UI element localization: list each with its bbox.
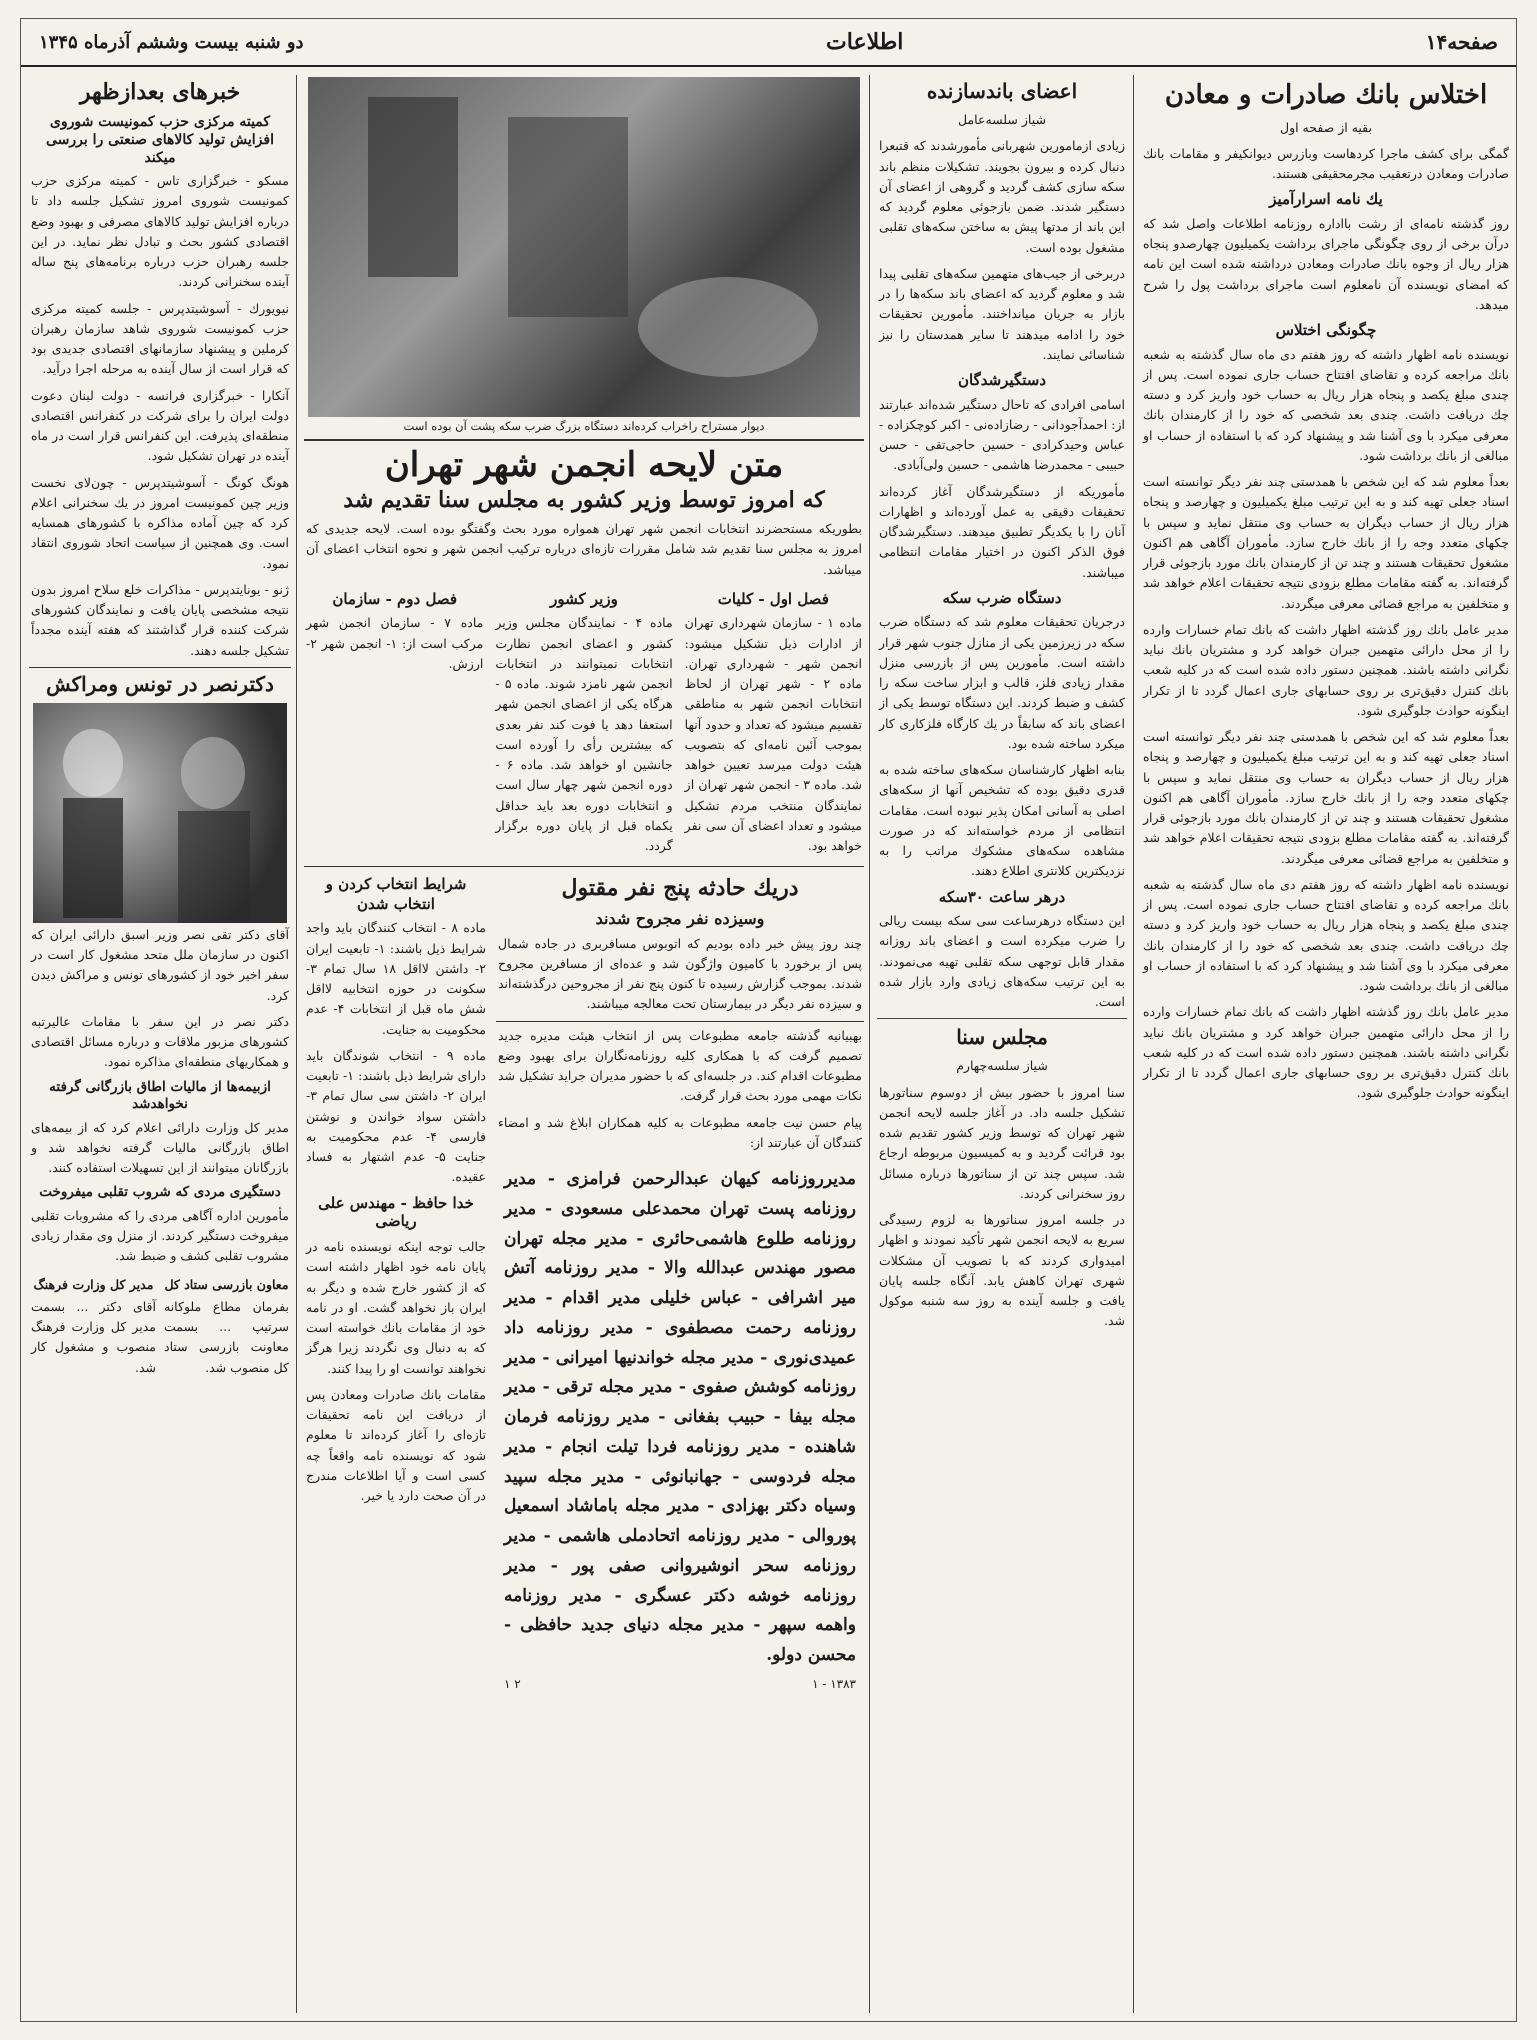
council-bill-col-b <box>493 586 674 863</box>
article-paragraph: در جلسه امروز سناتورها به لزوم رسیدگی سریع به لایحه انجمن شهر تأکید نمودند و اظهار امیدواری کردند که با تصویب آن مشکلات شهری تهران کاهش یابد. آنگاه جلسه پایان یافت و جلسه آینده به روز سه شنبه موکول شد. <box>879 1212 1125 1329</box>
photo-placeholder-icon <box>308 77 860 417</box>
article-paragraph: این دستگاه درهرساعت سی سکه بیست ریالی را ضرب میکرده است و اعضای باند روزانه مقدار قابل توجهی سکه تقلبی تهیه می‌نمودند. به این ترتیب سکه‌های زیادی وارد بازار شده است. <box>879 913 1125 1009</box>
article-paragraph: ماده ۸ - انتخاب کنندگان باید واجد شرایط ذیل باشند: ۱- تابعیت ایران ۲- داشتن لااقل ۱۸ سال تمام ۳- سکونت در حوزه انتخابیه لااقل شش ماه قبل از انتخابات ۴- عدم محکومیت به جنایت. <box>306 920 486 1037</box>
photo-caption: آقای دکتر تقی نصر وزیر اسبق دارائی ایران که اکنون در سازمان ملل متحد مشغول کار است در سفر اخیر خود از کشورهای تونس و مراکش دیدن کرد. <box>31 926 289 1003</box>
byline: شیاز سلسه‌عامل <box>958 112 1046 127</box>
section-heading: درهر ساعت ۳۰سکه <box>938 887 1066 906</box>
article-paragraph: مأموریکه از دستگیرشدگان آغاز کرده‌اند تحقیقات دقیقی به عمل آورده‌اند و اظهارات آنان را با یکدیگر تطبیق میدهند. دستگیرشدگان فوق الذکر اکنون در اختیار مقامات انتظامی میباشند. <box>879 483 1125 580</box>
subheadline: که امروز توسط وزیر کشور به مجلس سنا تقدیم شد <box>343 487 825 513</box>
article-paragraph: بطوریکه مستحضرند انتخابات انجمن شهر تهران همواره مورد بحث وگفتگو بوده است. لایحه جدیدی که امروز به مجلس سنا تقدیم شد شامل مقررات تازه‌ای درباره ترکیب انجمن شهر و نحوه انتخاب اعضای آن میباشد. <box>306 521 862 577</box>
article-paragraph: ژنو - یونایتدپرس - مذاکرات خلع سلاح امروز بدون نتیجه مشخصی پایان یافت و نمایندگان کشورهای شرکت کننده قرار گذاشتند که هفته آینده مجدداً تشکیل جلسه دهند. <box>31 581 289 658</box>
photo-counterfeit-site <box>308 77 860 417</box>
article-paragraph: ماده ۷ - سازمان انجمن شهر مرکب است از: ۱- انجمن شهر ۲- ارزش. <box>306 615 484 671</box>
section-heading: ازبیمه‌ها از مالیات اطاق بازرگانی گرفته نخواهدشد <box>49 1078 271 1113</box>
article-paragraph: پیام حسن نیت جامعه مطبوعات به کلیه همکاران ابلاغ شد و امضاء کنندگان آن عبارتند از: <box>498 1114 862 1150</box>
newspaper-page <box>20 18 1517 2022</box>
article-title: دریك حادثه پنج نفر مقتول <box>561 875 799 902</box>
article-paragraph: بعداً معلوم شد که این شخص با همدستی چند نفر دیگر توانسته است اسناد جعلی تهیه کند و به این ترتیب مبلغ یکمیلیون و چهارصد و پنجاه هزار ریال از حساب دیگران به حساب وی منتقل نماید و سپس با چکهای متعدد وجه را از بانك خارج سازد. مأموران آگاهی هم اکنون مشغول تحقیقات هستند و چند تن از کارمندان بانك مورد بازجوئی قرار گرفته‌اند. به گفته مقامات مطلع بزودی نتیجه تحقیقات اعلام خواهد شد و متخلفین به مراجع قضائی معرفی میگردند. <box>1143 729 1509 866</box>
section-heading: دستگیری مردی که شروب تقلبی میفروخت <box>39 1184 281 1201</box>
photo-placeholder-icon <box>33 703 287 923</box>
article-title: خدا حافظ - مهندس علی ریاضی <box>318 1193 474 1231</box>
headline-tehran-council: متن لایحه انجمن شهر تهران <box>384 445 784 485</box>
byline: شیاز سلسه‌چهارم <box>956 1058 1048 1074</box>
page-number: صفحه۱۴ <box>1425 30 1498 54</box>
article-paragraph: نویسنده نامه اظهار داشته که روز هفتم دی ماه سال گذشته به شعبه بانك مراجعه کرده و تقاضای افتتاح حساب جاری نموده است. پس از چندی مبلغ یکصد و پنجاه هزار ریال به حساب خود واریز کرد و دسته چك دریافت داشت. چندی بعد شخصی که خود را از کارمندان بانك معرفی میکرد با وی آشنا شد و پیشنهاد کرد که با استفاده از حساب او مبالغی از بانك برداشت شود. <box>1143 346 1509 463</box>
article-paragraph: مدیر عامل بانك روز گذشته اظهار داشت که بانك تمام خسارات وارده را از محل دارائی متهمین جبران خواهد کرد و مشتریان بانك نباید نگرانی داشته باشند. همچنین دستور داده شده است که در کلیه شعب بانك کنترل دقیق‌تری بر روی حسابهای جاری اعمال گردد تا از تکرار اینگونه حوادث جلوگیری شود. <box>1143 1004 1509 1101</box>
article-paragraph: مأمورین اداره آگاهی مردی را که مشروبات تقلبی میفروخت دستگیر کردند. از منزل وی مقدار زیادی مشروب تقلبی کشف و ضبط شد. <box>31 1207 289 1264</box>
article-paragraph: جالب توجه اینکه نویسنده نامه در پایان نامه خود اظهار داشته است که از کشور خارج شده و دیگر به ایران باز نخواهد گشت. او در نامه خود از مقامات بانك خواسته است که به دنبال وی نگردند زیرا هرگز نخواهند توانست او را پیدا کنند. <box>306 1239 486 1376</box>
article-paragraph: روز گذشته نامه‌ای از رشت بااداره روزنامه اطلاعات واصل شد که درآن برخی از روی چگونگی ماجرای برداشت یکمیلیون چهارصدو پنجاه هزار ریال از وجوه بانك صادرات ومعادن درداشته شده است این نامه که امضای نویسنده آن نامعلوم است ماجرای برداشت پول را شرح میدهد. <box>1143 215 1509 312</box>
article-paragraph: گمگی برای کشف ماجرا کردهاست وبازرس دیوانکیفر و مقامات بانك صادرات ومعادن درتعقیب مجرمحقیقی هستند. <box>1143 145 1509 181</box>
footer-code-right: ۱۳۸۳ - ۱ <box>812 1676 856 1691</box>
council-bill-conditions <box>304 871 488 1691</box>
article-paragraph: ماده ۱ - سازمان شهرداری تهران از ادارات ذیل تشکیل میشود: انجمن شهر - شهرداری تهران. ماده ۲ - شهر تهران از لحاظ انتخابات انجمن شهر به مناطقی تقسیم میشود که تعداد و حدود آنها بموجب آئین نامه‌ای که بتصویب هیئت دولت میرسد تعیین خواهد شد. ماده ۳ - انجمن شهر تهران از نمایندگان منتخب مردم تشکیل میشود و تعداد اعضای آن سی نفر خواهد بود. <box>684 615 863 853</box>
column-afternoon-news <box>29 75 291 2013</box>
article-paragraph: سنا امروز با حضور بیش از دوسوم سناتورها تشکیل جلسه داد. در آغاز جلسه لایحه انجمن شهر تهران که توسط وزیر کشور تقدیم شده بود قرائت گردید و به کمیسیون مربوطه ارجاع شد. سپس چند تن از سناتورها درباره مسائل روز سخنرانی کردند. <box>879 1084 1125 1201</box>
column-center <box>304 75 864 2013</box>
appointment-box <box>29 1273 158 1384</box>
section-heading: فصل دوم - سازمان <box>332 589 457 608</box>
subheadline: وسیزده نفر مجروح شدند <box>595 908 765 928</box>
section-heading: وزیر کشور <box>550 589 618 608</box>
article-title: خبرهای بعدازظهر <box>79 79 241 105</box>
section-heading: یك نامه اسرارآمیز <box>1269 190 1383 209</box>
accident-article <box>496 871 864 1691</box>
article-paragraph: مقامات بانك صادرات ومعادن پس از دریافت این نامه تحقیقات تازه‌ای را آغاز کرده‌اند تا معلوم شود که نویسنده نامه واقعاً چه کسی است و آیا اطلاعات مندرج در آن صحت دارد یا خیر. <box>306 1386 486 1503</box>
section-heading: معاون بازرسی ستاد کل <box>164 1276 289 1292</box>
paper-name: اطلاعات <box>826 29 904 55</box>
article-title: اختلاس بانك صادرات و معادن <box>1164 80 1488 110</box>
article-paragraph: مدیر عامل بانك روز گذشته اظهار داشت که بانك تمام خسارات وارده را از محل دارائی متهمین جبران خواهد کرد و مشتریان بانك نباید نگرانی داشته باشند. همچنین دستور داده شده است که در کلیه شعب بانك کنترل دقیق‌تری بر روی حسابهای جاری اعمال گردد تا از تکرار اینگونه حوادث جلوگیری شود. <box>1143 621 1509 718</box>
section-heading: شرایط انتخاب کردن و انتخاب شدن <box>325 875 467 913</box>
article-paragraph: آقای دکتر ... بسمت مدیر کل وزارت فرهنگ منصوب و مشغول کار شد. <box>31 1298 156 1375</box>
article-paragraph: ماده ۹ - انتخاب شوندگان باید دارای شرایط ذیل باشند: ۱- تابعیت ایران ۲- داشتن سی سال تمام ۳- داشتن سواد خواندن و نوشتن فارسی ۴- عدم محکومیت به جنایت ۵- عدم اشتهار به فساد عقیده. <box>306 1047 487 1185</box>
photo-dr-nasr <box>33 703 287 923</box>
article-paragraph: ماده ۴ - نمایندگان مجلس وزیر کشور و اعضای انجمن نظارت انتخابات نمیتوانند در انتخابات انجمن شهر نامزد شوند. ماده ۵ - هرگاه یکی از اعضای انجمن شهر استعفا دهد یا فوت کند نفر بعدی که بیشترین رأی را آورده است جانشین او خواهد شد. ماده ۶ - دوره انجمن شهر چهار سال است و انتخابات دوره بعد باید حداقل یکماه قبل از پایان دوره برگزار گردد. <box>495 615 673 853</box>
article-paragraph: زیادی ازمامورین شهربانی مأمورشدند که قتبعرا دنبال کرده و بیرون بجویند. تشکیلات منظم باند سکه سازی کشف گردید و گروهی از اعضای آن دستگیر شدند. ضمن بازجوئی معلوم گردید که این باند از مدتها پیش به ساختن سکه‌های تقلبی مشغول بوده است. <box>879 138 1125 255</box>
article-paragraph: نیویورك - آسوشیتدپرس - جلسه کمیته مرکزی حزب کمونیست شوروی شاهد سازمان رهبران کرملین و پیشنهاد سازمانهای اقتصادی جدیدی بود که قرار است از سال آینده به مرحله اجرا درآید. <box>31 300 289 377</box>
article-paragraph: آنکارا - خبرگزاری فرانسه - دولت لبنان دعوت دولت ایران را برای شرکت در کنفرانس اقتصادی منطقه‌ای پذیرفت. این کنفرانس قرار است در ماه آینده در تهران تشکیل شود. <box>31 387 289 464</box>
footer-codes <box>496 1677 864 1691</box>
article-paragraph: دربرخی از جیب‌های متهمین سکه‌های تقلبی پیدا شد و معلوم گردید که اعضای باند سکه‌ها را در بازار به جریان میانداختند. مأمورین تحقیقات خود را ادامه میدهند تا سایر همدستان را نیز شناسائی نمایند. <box>879 265 1125 362</box>
column-rule <box>296 75 297 2013</box>
article-title: مجلس سنا <box>956 1025 1048 1050</box>
column-bank-embezzlement <box>1141 75 1511 2013</box>
council-bill-col-c <box>304 586 485 863</box>
section-heading: چگونگی اختلاس <box>1275 321 1377 339</box>
continued-note: بقیه از صفحه اول <box>1279 119 1372 135</box>
article-paragraph: درجریان تحقیقات معلوم شد که دستگاه ضرب سکه در زیرزمین یکی از منازل جنوب شهر قرار داشته است. مأمورین پس از بازرسی منزل مقدار زیادی فلز، قالب و ابزار ساخت سکه را کشف و ضبط کردند. این دستگاه توسط یکی از اعضای باند که سابقاً در یك کارگاه فلزکاری کار میکرد ساخته شده بود. <box>879 614 1125 751</box>
divider <box>877 1018 1127 1019</box>
article-title: اعضای باندسازنده <box>926 79 1078 103</box>
column-counterfeit-ring <box>877 75 1127 2013</box>
column-rule <box>1133 75 1134 2013</box>
article-paragraph: بنابه اظهار کارشناسان سکه‌های ساخته شده به قدری دقیق بوده که تشخیص آنها از سکه‌های اصلی به آسانی امکان پذیر نبوده است. مقامات انتظامی از مردم خواسته‌اند که در صورت مشاهده سکه‌های مشکوك مراتب را به نزدیکترین کلانتری اطلاع دهند. <box>879 762 1125 879</box>
issue-date: دو شنبه بیست وششم آذرماه ۱۳۴۵ <box>39 31 304 53</box>
article-paragraph: نویسنده نامه اظهار داشته که روز هفتم دی ماه سال گذشته به شعبه بانك مراجعه کرده و تقاضای افتتاح حساب جاری نموده است. پس از چندی مبلغ یکصد و پنجاه هزار ریال به حساب خود واریز کرد و دسته چك دریافت داشت. چندی بعد شخصی که خود را از کارمندان بانك معرفی میکرد با وی آشنا شد و پیشنهاد کرد که با استفاده از حساب او مبالغی از بانك برداشت شود. <box>1143 876 1509 993</box>
section-heading: مدیر کل وزارت فرهنگ <box>33 1276 154 1292</box>
section-heading: دستگیرشدگان <box>957 371 1047 389</box>
article-paragraph: مسکو - خبرگزاری تاس - کمیته مرکزی حزب کمونیست شوروی امروز تشکیل جلسه داد تا درباره افزایش تولید کالاهای مصرفی و بهبود وضع اقتصادی کشور بحث و تبادل نظر نماید. در این جلسه رهبران حزب درباره برنامه‌های پنج ساله آینده سخنرانی کردند. <box>31 173 289 290</box>
article-paragraph: اسامی افرادی که تاحال دستگیر شده‌اند عبارتند از: احمدآجودانی - رضازاده‌نی - اکبر کوچکزاده - عباس وحیدکرادی - حسین حاجی‌تقی - حسن حبیبی - محمدرضا هاشمی - حسین ولی‌آبادی. <box>879 396 1125 473</box>
article-paragraph: بفرمان مطاع ملوکانه سرتیپ ... بسمت معاونت بازرسی ستاد کل منصوب شد. <box>164 1298 289 1375</box>
appointment-box <box>162 1273 291 1384</box>
article-paragraph: دکتر نصر در این سفر با مقامات عالیرتبه کشورهای مزبور ملاقات و درباره مسائل اقتصادی و همکاریهای منطقه‌ای مذاکره نمود. <box>31 1013 289 1070</box>
article-paragraph: مدیر کل وزارت دارائی اعلام کرد که از بیمه‌های اطاق بازرگانی مالیات گرفته نخواهد شد و بازرگانان میتوانند از این تسهیلات استفاده کنند. <box>31 1119 289 1176</box>
photo-caption: دیوار مستراح راخراب کرده‌اند دستگاه بزرگ ضرب سکه پشت آن بوده است <box>403 419 765 433</box>
article-paragraph: بعداً معلوم شد که این شخص با همدستی چند نفر دیگر توانسته است اسناد جعلی تهیه کند و به این ترتیب مبلغ یکمیلیون و چهارصد و پنجاه هزار ریال از حساب دیگران به حساب وی منتقل نماید و سپس با چکهای متعدد وجه را از بانك خارج سازد. مأموران آگاهی هم اکنون مشغول تحقیقات هستند و چند تن از کارمندان بانك مورد بازجوئی قرار گرفته‌اند. به گفته مقامات مطلع بزودی نتیجه تحقیقات اعلام خواهد شد و متخلفین به مراجع قضائی معرفی میگردند. <box>1143 474 1509 611</box>
article-title: دکترنصر در تونس ومراکش <box>46 671 274 696</box>
article-paragraph: بهبیانیه گذشته جامعه مطبوعات پس از انتخاب هیئت مدیره جدید تصمیم گرفت که با همکاری کلیه روزنامه‌نگاران برای بهبود وضع مطبوعات اقدام کند. در جلسه‌ای که با حضور مدیران جراید تشکیل شد نکات مهمی مورد بحث قرار گرفت. <box>498 1027 862 1104</box>
editors-list: مدیرروزنامه کیهان عبدالرحمن فرامزی - مدیر روزنامه پست تهران محمدعلی مسعودی - مدیر روزنامه طلوع هاشمی‌حائری - مدیر مجله تهران مصور مهندس عبدالله والا - مدیر روزنامه آتش میر اشرافی - عباس خلیلی مدیر اقدام - مدیر روزنامه رحمت مصطفوی - مدیر روزنامه داد عمیدی‌نوری - مدیر مجله خواندنیها امیرانی - مدیر روزنامه کوشش صفوی - مدیر مجله ترقی - مدیر مجله بیفا - حبیب بفغانی - مدیر روزنامه فرمان شاهنده - مدیر روزنامه فردا تیلت انجام - مدیر مجله فردوسی - جهانبانوئی - مدیر مجله سپید وسیاه دکتر بهزادی - مدیر مجله باماشاد اسمعیل پوروالی - مدیر روزنامه اتحادملی هاشمی - مدیر روزنامه سحر انوشیروانی صفی پور - مدیر روزنامه خوشه دکتر عسگری - مدیر روزنامه واهمه سپهر - مدیر مجله دنیای جدید حافظی - محسن دولو. <box>504 1169 856 1666</box>
footer-code-left: ۲ ۱ <box>504 1676 521 1691</box>
page-header <box>21 19 1516 67</box>
section-heading: فصل اول - کلیات <box>717 589 829 608</box>
article-paragraph: چند روز پیش خبر داده بودیم که اتوبوس مسافربری در جاده شمال پس از برخورد با کامیون واژگون شد و عده‌ای از مسافرین مجروح شدند. بموجب گزارش رسیده تا کنون پنج نفر از مجروحین درگذشته‌اند و سیزده نفر دیگر در بیمارستان تحت معالجه میباشند. <box>498 935 862 1012</box>
subheadline: کمیته مرکزی حزب کمونیست شوروی افزایش تولید کالاهای صنعتی را بررسی میکند <box>46 113 274 166</box>
article-paragraph: هونگ کونگ - آسوشیتدپرس - چون‌لای نخست وزیر چین کمونیست امروز در یك سخنرانی اعلام کرد که چین آماده مذاکره با کشورهای همسایه است. وی همچنین از سیاست اتحاد شوروی انتقاد نمود. <box>31 474 289 571</box>
council-bill-col-a <box>683 586 864 863</box>
column-rule <box>869 75 870 2013</box>
section-heading: دستگاه ضرب سکه <box>942 588 1062 607</box>
